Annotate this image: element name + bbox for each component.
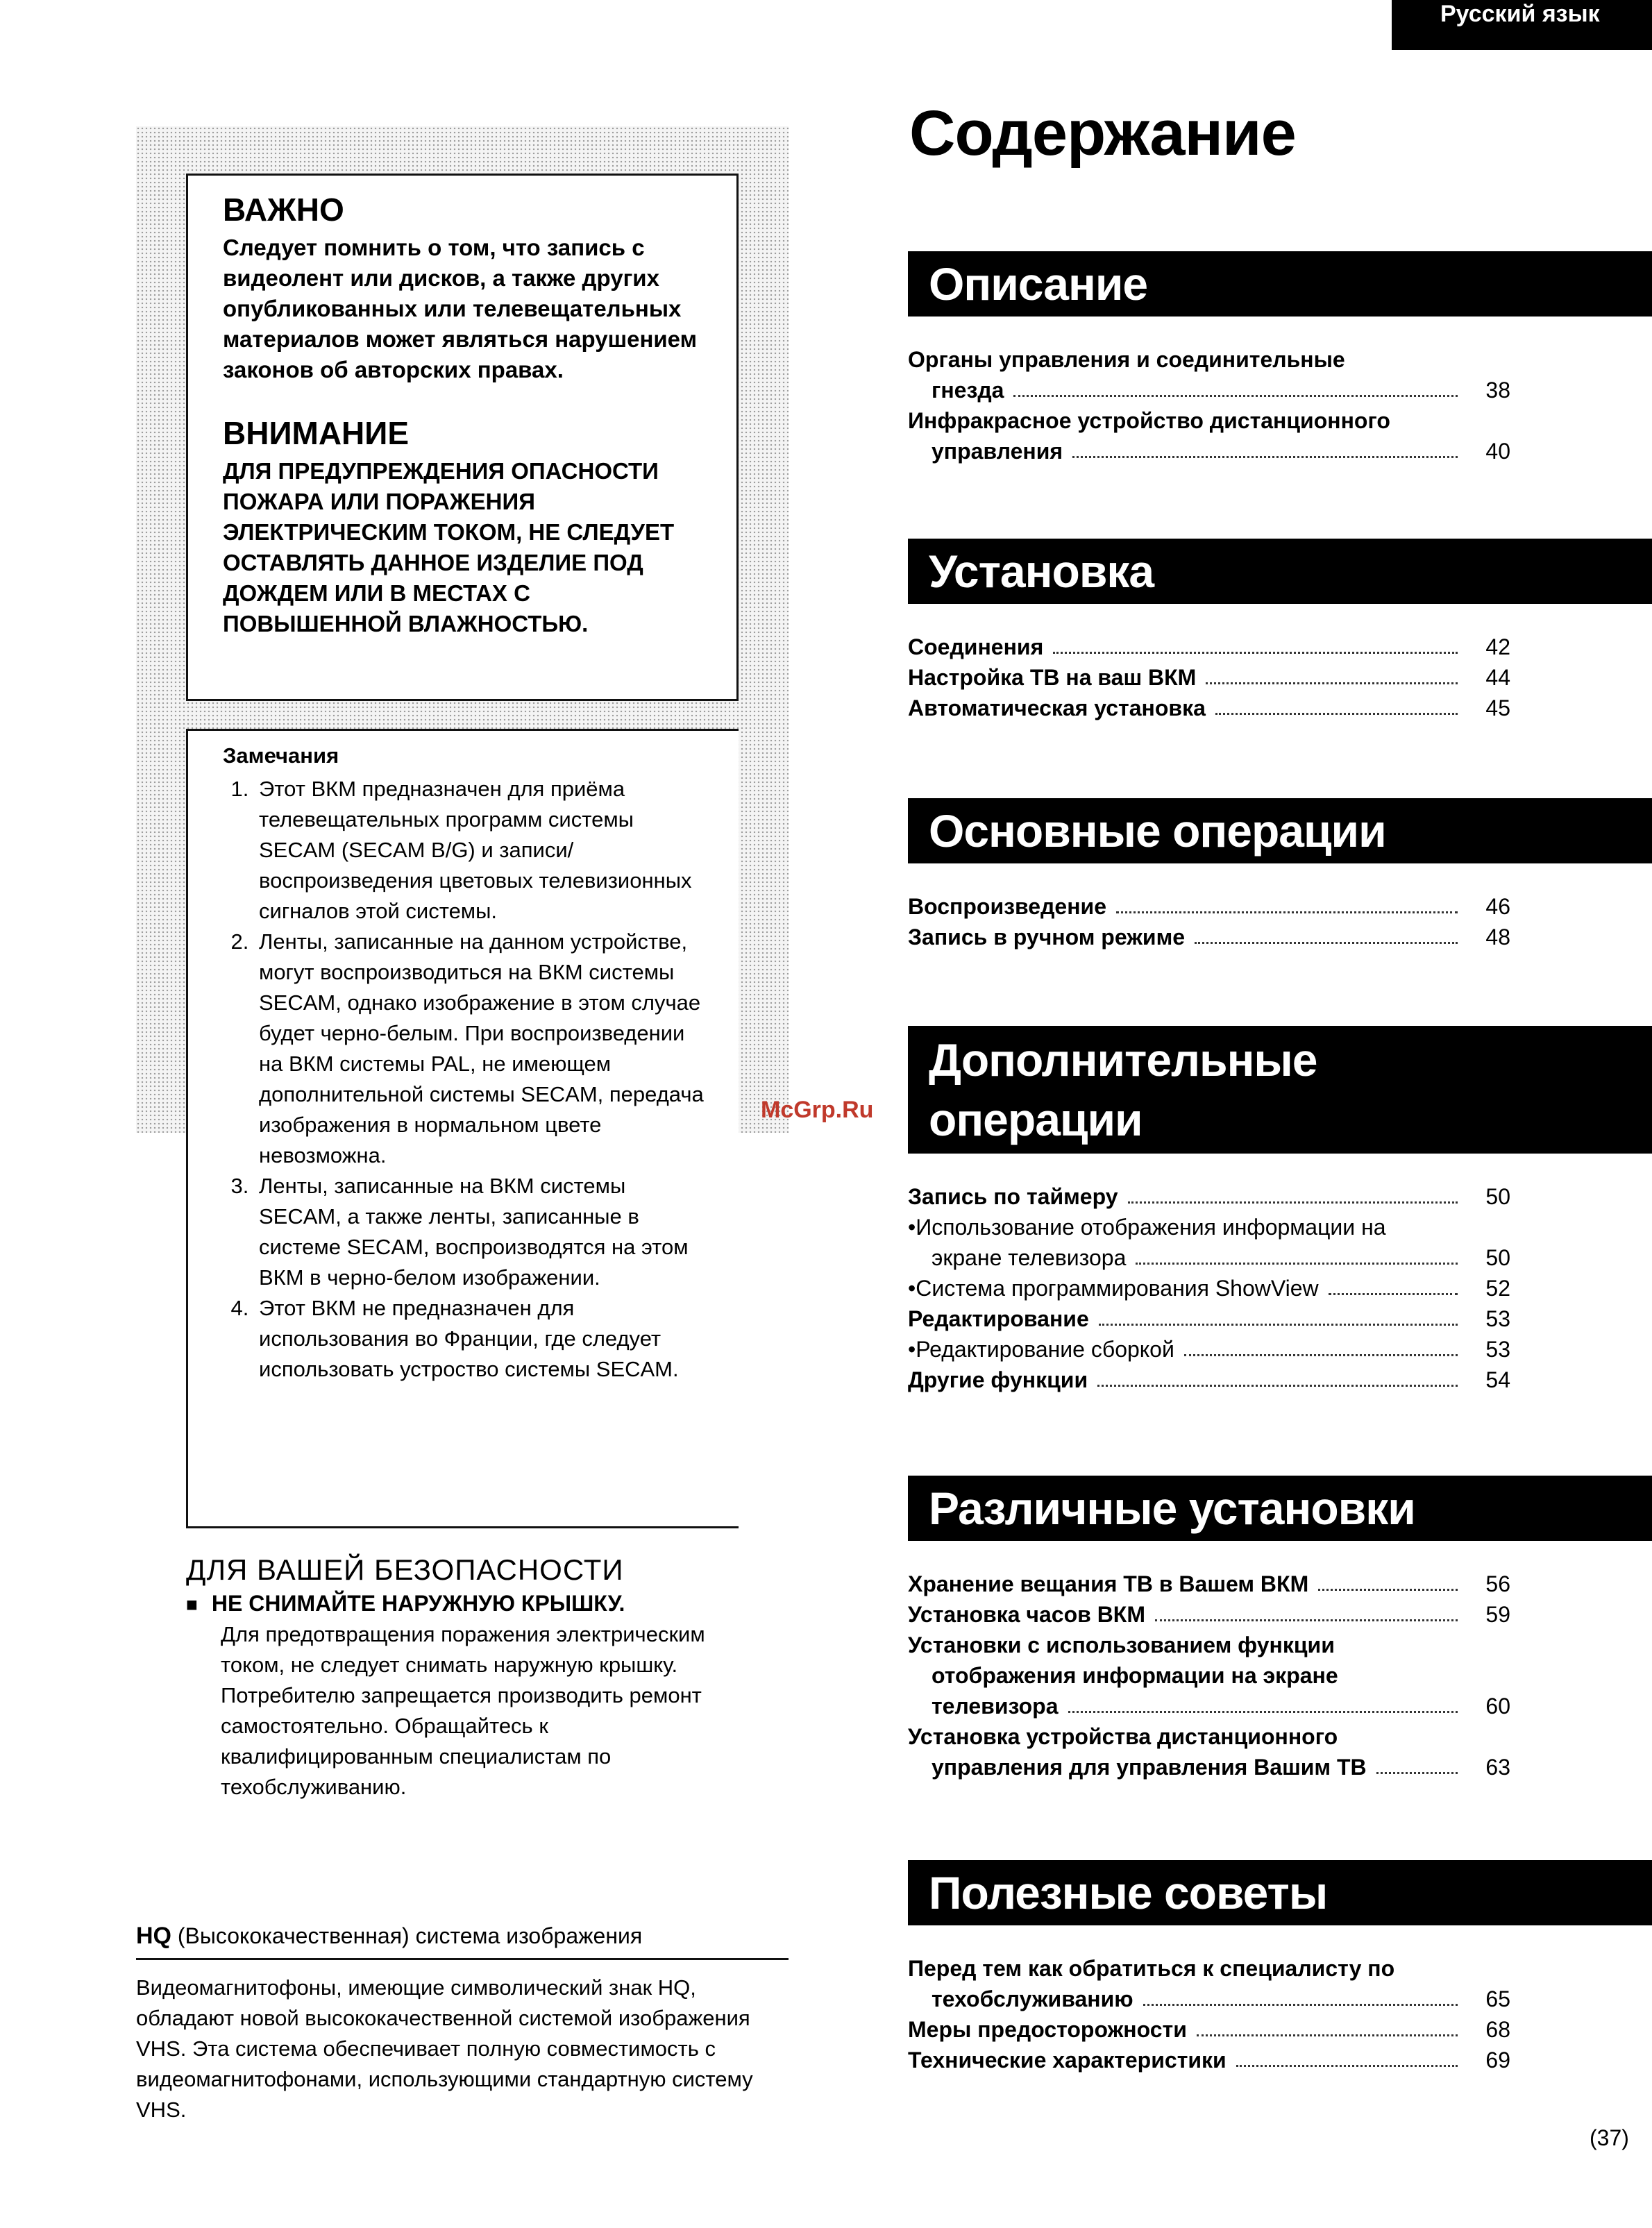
important-text: Следует помнить о том, что запись с видеолент или дисков, а также других опубликованных или телевещательных материалов может являться нарушением законов об авторских правах. <box>223 235 698 382</box>
toc-page: 54 <box>1485 1367 1510 1392</box>
toc-entry: Соединения 42 <box>908 632 1510 662</box>
notes-box <box>186 729 739 1528</box>
toc-list <box>908 1953 1510 2075</box>
section-various-settings <box>908 1476 1652 1782</box>
toc-entry: Установка устройства дистанционного <box>908 1724 1338 1749</box>
toc-page: 63 <box>1485 1755 1510 1780</box>
toc-page: 56 <box>1485 1571 1510 1596</box>
toc-entry: •Система программирования ShowView 52 <box>908 1273 1510 1303</box>
toc-entry: Перед тем как обратиться к специалисту по <box>908 1956 1395 1981</box>
toc-entry: телевизора 60 <box>908 1691 1510 1721</box>
toc-page: 53 <box>1485 1337 1510 1362</box>
toc-entry: Установка часов ВКМ 59 <box>908 1599 1510 1630</box>
toc-page: 50 <box>1485 1245 1510 1270</box>
toc-page: 50 <box>1485 1184 1510 1209</box>
toc-entry: Настройка ТВ на ваш ВКМ 44 <box>908 662 1510 693</box>
notes-heading: Замечания <box>223 743 339 768</box>
section-banner-line: Дополнительные <box>929 1034 1317 1086</box>
toc-entry: •Использование отображения информации на <box>908 1215 1386 1240</box>
note-item: 1. Этот ВКМ предназначен для приёма телевещательных программ системы SECAM (SECAM B/G) и записи/ воспроизведения цветовых телевизионных сигналов этой системы. <box>255 774 704 927</box>
section-additional-operations <box>908 1026 1652 1395</box>
page-title: Содержание <box>909 98 1296 169</box>
language-tab: Русский язык <box>1392 0 1652 50</box>
safety-text: Для предотвращения поражения электрическим током, не следует снимать наружную крышку. Потребителю запрещается производить ремонт самостоятельно. Обращайтесь к квалифицированным специалистам по техобслуживанию. <box>221 1622 705 1799</box>
toc-page: 44 <box>1485 665 1510 690</box>
toc-entry: техобслуживанию 65 <box>908 1984 1510 2014</box>
toc-entry: управления 40 <box>908 436 1510 466</box>
warning-text: ДЛЯ ПРЕДУПРЕЖДЕНИЯ ОПАСНОСТИ ПОЖАРА ИЛИ ПОРАЖЕНИЯ ЭЛЕКТРИЧЕСКИМ ТОКОМ, НЕ СЛЕДУЕТ ОСТАВЛЯТЬ ДАННОЕ ИЗДЕЛИЕ ПОД ДОЖДЕМ ИЛИ В МЕСТАХ С ПОВЫШЕННОЙ ВЛАЖНОСТЬЮ. <box>223 458 675 636</box>
toc-page: 53 <box>1485 1306 1510 1331</box>
toc-entry: Инфракрасное устройство дистанционного <box>908 408 1390 433</box>
section-banner: Описание <box>908 251 1652 317</box>
toc-list <box>908 891 1510 952</box>
toc-page: 42 <box>1485 634 1510 659</box>
notes-list <box>223 774 704 1385</box>
toc-entry: Меры предосторожности 68 <box>908 2014 1510 2045</box>
toc-page: 59 <box>1485 1602 1510 1627</box>
note-item: 2. Ленты, записанные на данном устройстве, могут воспроизводиться на ВКМ системы SECAM, однако изображение в этом случае будет черно-белым. При воспроизведении на ВКМ системы PAL, не имеющем дополнительной системы SECAM, передача изображения в нормальном цвете невозможна. <box>255 927 704 1171</box>
safety-section <box>186 1553 755 1803</box>
hq-section <box>136 1923 789 2125</box>
important-box <box>186 174 739 701</box>
toc-page: 45 <box>1485 695 1510 720</box>
toc-page: 38 <box>1485 378 1510 403</box>
warning-heading: ВНИМАНИЕ <box>223 415 410 451</box>
toc-page: 60 <box>1485 1694 1510 1719</box>
note-item: 3. Ленты, записанные на ВКМ системы SECAM, а также ленты, записанные в системе SECAM, воспроизводятся на этом ВКМ в черно-белом изображении. <box>255 1171 704 1293</box>
toc-entry: Воспроизведение 46 <box>908 891 1510 922</box>
page-number: (37) <box>1590 2125 1629 2150</box>
hq-title <box>136 1923 789 1960</box>
toc-list <box>908 1181 1510 1395</box>
toc-entry: Технические характеристики 69 <box>908 2045 1510 2075</box>
toc-entry: Автоматическая установка 45 <box>908 693 1510 723</box>
toc-entry: Другие функции 54 <box>908 1365 1510 1395</box>
section-banner: Установка <box>908 539 1652 604</box>
toc-list <box>908 344 1510 466</box>
toc-list <box>908 632 1510 723</box>
important-heading: ВАЖНО <box>223 192 344 228</box>
toc-list <box>908 1569 1510 1782</box>
hq-abbr: HQ <box>136 1923 171 1949</box>
safety-heading: ДЛЯ ВАШЕЙ БЕЗОПАСНОСТИ <box>186 1553 624 1586</box>
section-banner-line: операции <box>929 1094 1143 1145</box>
section-banner <box>908 1026 1652 1154</box>
toc-entry: •Редактирование сборкой 53 <box>908 1334 1510 1365</box>
toc-entry: гнезда 38 <box>908 375 1510 405</box>
hq-text: Видеомагнитофоны, имеющие символический знак HQ, обладают новой высококачественной системой изображения VHS. Эта система обеспечивает полную совместимость с видеомагнитофонами, использующими стандартную систему VHS. <box>136 1975 753 2122</box>
toc-page: 48 <box>1485 925 1510 950</box>
toc-entry: Запись по таймеру 50 <box>908 1181 1510 1212</box>
section-banner: Основные операции <box>908 798 1652 863</box>
toc-entry: управления для управления Вашим ТВ 63 <box>908 1752 1510 1782</box>
toc-page: 65 <box>1485 1986 1510 2011</box>
toc-entry: Хранение вещания ТВ в Вашем ВКМ 56 <box>908 1569 1510 1599</box>
toc-page: 69 <box>1485 2048 1510 2073</box>
safety-subheading: ■ НЕ СНИМАЙТЕ НАРУЖНУЮ КРЫШКУ. <box>186 1591 755 1617</box>
toc-page: 46 <box>1485 894 1510 919</box>
toc-page: 52 <box>1485 1276 1510 1301</box>
section-setup <box>908 539 1652 723</box>
section-basic-operations <box>908 798 1652 952</box>
toc-page: 68 <box>1485 2017 1510 2042</box>
note-item: 4. Этот ВКМ не предназначен для использования во Франции, где следует использовать устроство системы SECAM. <box>255 1293 704 1385</box>
toc-entry: экране телевизора 50 <box>908 1242 1510 1273</box>
toc-entry: Запись в ручном режиме 48 <box>908 922 1510 952</box>
hq-title-rest: (Высококачественная) система изображения <box>177 1923 643 1948</box>
section-banner: Различные установки <box>908 1476 1652 1541</box>
section-useful-tips <box>908 1860 1652 2075</box>
toc-entry: Редактирование 53 <box>908 1303 1510 1334</box>
toc-entry: отображения информации на экране <box>932 1663 1338 1688</box>
toc-entry: Установки с использованием функции <box>908 1632 1335 1657</box>
watermark: McGrp.Ru <box>761 1097 874 1123</box>
toc-page: 40 <box>1485 439 1510 464</box>
section-banner: Полезные советы <box>908 1860 1652 1925</box>
section-description <box>908 251 1652 466</box>
toc-entry: Органы управления и соединительные <box>908 347 1345 372</box>
